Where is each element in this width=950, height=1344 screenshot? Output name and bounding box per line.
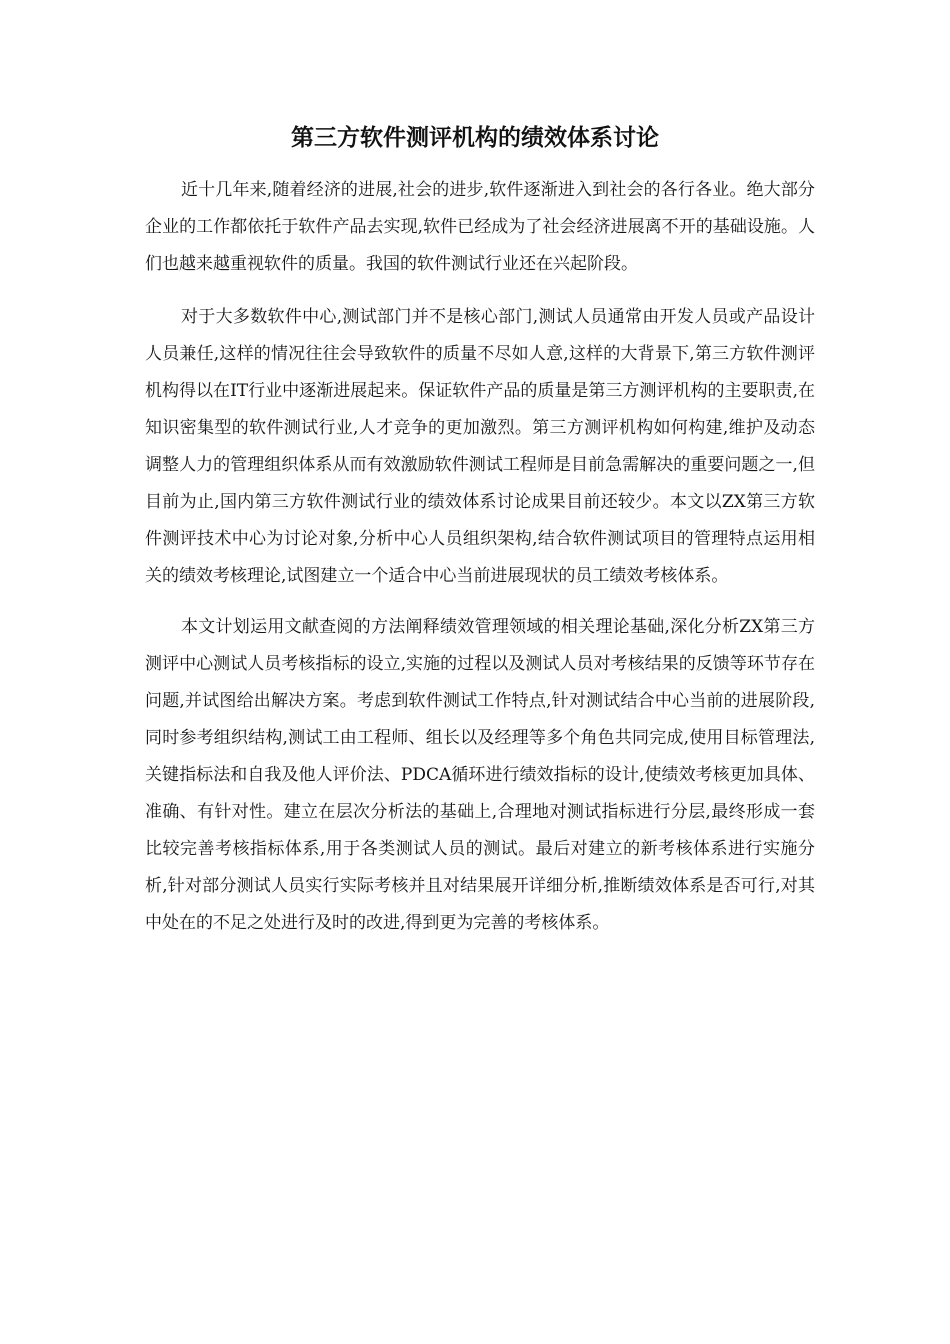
paragraph-background: 对于大多数软件中心,测试部门并不是核心部门,测试人员通常由开发人员或产品设计人员兼任,这样的情况往往会导致软件的质量不尽如人意,这样的大背景下,第三方软件测评机构得以在IT行业中逐渐进展起来。保证软件产品的质量是第三方测评机构的主要职责,在知识密集型的软件测试行业,人才竞争的更加激烈。第三方测评机构如何构建,维护及动态调整人力的管理组织体系从而有效激励软件测试工程师是目前急需解决的重要问题之一,但目前为止,国内第三方软件测试行业的绩效体系讨论成果目前还较少。本文以ZX第三方软件测评技术中心为讨论对象,分析中心人员组织架构,结合软件测试项目的管理特点运用相关的绩效考核理论,试图建立一个适合中心当前进展现状的员工绩效考核体系。 bbox=[145, 307, 815, 586]
paragraph-research-plan: 本文计划运用文献查阅的方法阐释绩效管理领域的相关理论基础,深化分析ZX第三方测评中心测试人员考核指标的设立,实施的过程以及测试人员对考核结果的反馈等环节存在问题,并试图给出解决方案。考虑到软件测试工作特点,针对测试结合中心当前的进展阶段,同时参考组织结构,测试工由工程师、组长以及经理等多个角色共同完成,使用目标管理法,关键指标法和自我及他人评价法、PDCA循环进行绩效指标的设计,使绩效考核更加具体、准确、有针对性。建立在层次分析法的基础上,合理地对测试指标进行分层,最终形成一套比较完善考核指标体系,用于各类测试人员的测试。最后对建立的新考核体系进行实施分析,针对部分测试人员实行实际考核并且对结果展开详细分析,推断绩效体系是否可行,对其中处在的不足之处进行及时的改进,得到更为完善的考核体系。 bbox=[145, 617, 815, 933]
paragraph-introduction: 近十几年来,随着经济的进展,社会的进步,软件逐渐进入到社会的各行各业。绝大部分企业的工作都依托于软件产品去实现,软件已经成为了社会经济进展离不开的基础设施。人们也越来越重视软件的质量。我国的软件测试行业还在兴起阶段。 bbox=[145, 180, 815, 274]
document-body bbox=[145, 172, 815, 942]
document-title: 第三方软件测评机构的绩效体系讨论 bbox=[291, 124, 659, 151]
